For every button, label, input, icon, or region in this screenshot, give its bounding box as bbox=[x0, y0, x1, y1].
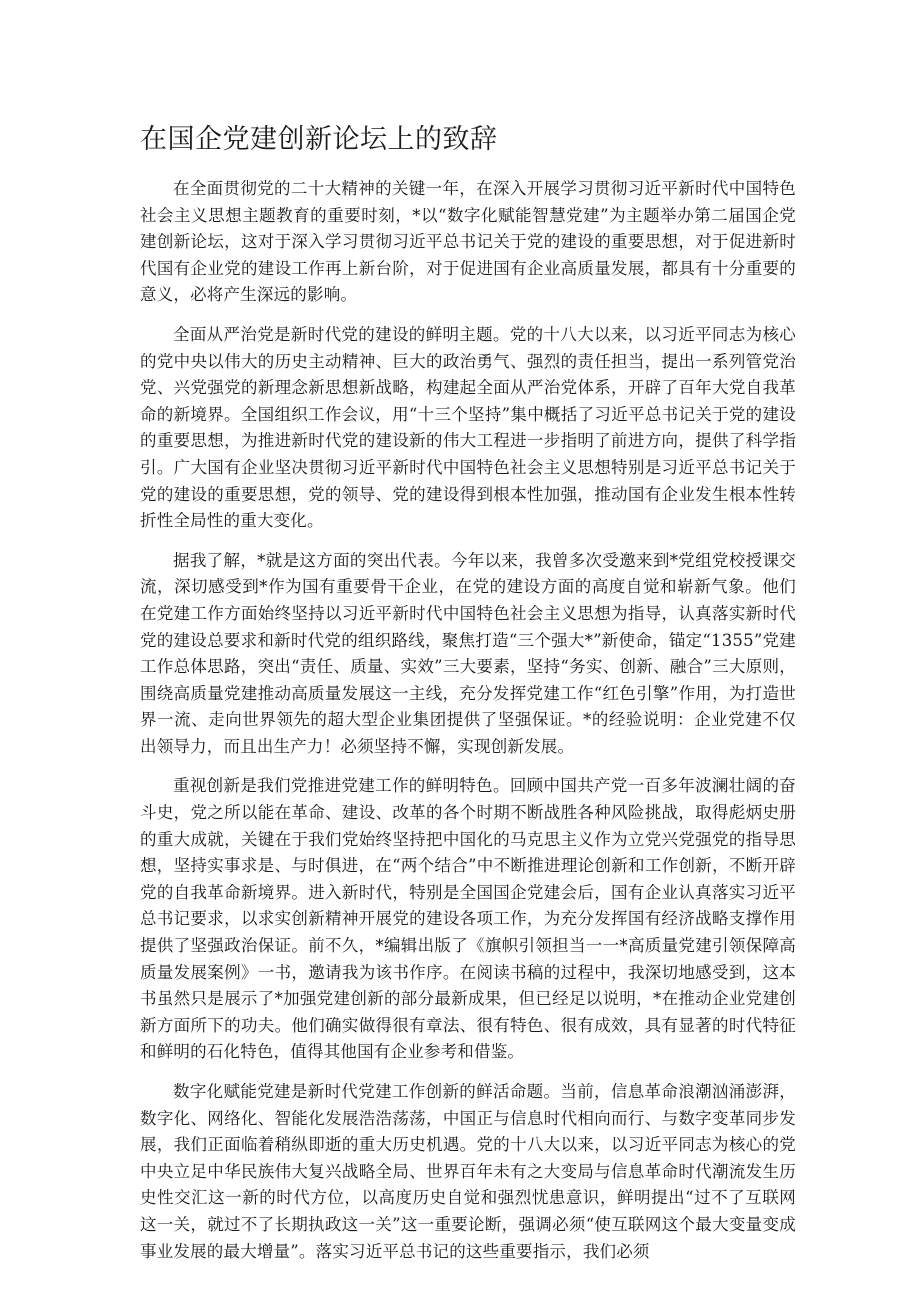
paragraph-5: 数字化赋能党建是新时代党建工作创新的鲜活命题。当前，信息革命浪潮汹涌澎湃，数字化、网络化、智能化发展浩浩荡荡，中国正与信息时代相向而行、与数字变革同步发展，我们正面临着稍纵即逝的重大历史机遇。党的十八大以来，以习近平同志为核心的党中央立足中华民族伟大复兴战略全局、世界百年未有之大变局与信息革命时代潮流发生历史性交汇这一新的时代方位，以高度历史自觉和强烈忧患意识，鲜明提出“过不了互联网这一关，就过不了长期执政这一关”这一重要论断，强调必须“使互联网这个最大变量变成事业发展的最大增量”。落实习近平总书记的这些重要指示，我们必须 bbox=[140, 1082, 796, 1261]
paragraph-4: 重视创新是我们党推进党建工作的鲜明特色。回顾中国共产党一百多年波澜壮阔的奋斗史，党之所以能在革命、建设、改革的各个时期不断战胜各种风险挑战，取得彪炳史册的重大成就，关键在于我们党始终坚持把中国化的马克思主义作为立党兴党强党的指导思想，坚持实事求是、与时俱进，在“两个结合”中不断推进理论创新和工作创新，不断开辟党的自我革命新境界。进入新时代，特别是全国国企党建会后，国有企业认真落实习近平总书记要求，以求实创新精神开展党的建设各项工作，为充分发挥国有经济战略支撑作用提供了坚强政治保证。前不久，*编辑出版了《旗帜引领担当一一*高质量党建引领保障高质量发展案例》一书，邀请我为该书作序。在阅读书稿的过程中，我深切地感受到，这本书虽然只是展示了*加强党建创新的部分最新成果，但已经足以说明，*在推动企业党建创新方面所下的功夫。他们确实做得很有章法、很有特色、很有成效，具有显著的时代特征和鲜明的石化特色，值得其他国有企业参考和借鉴。 bbox=[140, 776, 796, 1062]
paragraph-1: 在全面贯彻党的二十大精神的关键一年，在深入开展学习贯彻习近平新时代中国特色社会主义思想主题教育的重要时刻，*以“数字化赋能智慧党建”为主题举办第二届国企党建创新论坛，这对于深入学习贯彻习近平总书记关于党的建设的重要思想，对于促进新时代国有企业党的建设工作再上新台阶，对于促进国有企业高质量发展，都具有十分重要的意义，必将产生深远的影响。 bbox=[140, 179, 796, 305]
document-title: 在国企党建创新论坛上的致辞 bbox=[140, 124, 498, 155]
document-page bbox=[140, 118, 796, 1278]
paragraph-2: 全面从严治党是新时代党的建设的鲜明主题。党的十八大以来，以习近平同志为核心的党中央以伟大的历史主动精神、巨大的政治勇气、强烈的责任担当，提出一系列管党治党、兴党强党的新理念新思想新战略，构建起全面从严治党体系，开辟了百年大党自我革命的新境界。全国组织工作会议，用“十三个坚持”集中概括了习近平总书记关于党的建设的重要思想，为推进新时代党的建设新的伟大工程进一步指明了前进方向，提供了科学指引。广大国有企业坚决贯彻习近平新时代中国特色社会主义思想特别是习近平总书记关于党的建设的重要思想，党的领导、党的建设得到根本性加强，推动国有企业发生根本性转折性全局性的重大变化。 bbox=[140, 324, 796, 531]
paragraph-3: 据我了解，*就是这方面的突出代表。今年以来，我曾多次受邀来到*党组党校授课交流，深切感受到*作为国有重要骨干企业，在党的建设方面的高度自觉和崭新气象。他们在党建工作方面始终坚持以习近平新时代中国特色社会主义思想为指导，认真落实新时代党的建设总要求和新时代党的组织路线，聚焦打造“三个强大*”新使命，锚定“1355”党建工作总体思路，突出“责任、质量、实效”三大要素，坚持“务实、创新、融合”三大原则，围绕高质量党建推动高质量发展这一主线，充分发挥党建工作“红色引擎”作用，为打造世界一流、走向世界领先的超大型企业集团提供了坚强保证。*的经验说明：企业党建不仅出领导力，而且出生产力！必须坚持不懈，实现创新发展。 bbox=[140, 550, 796, 756]
